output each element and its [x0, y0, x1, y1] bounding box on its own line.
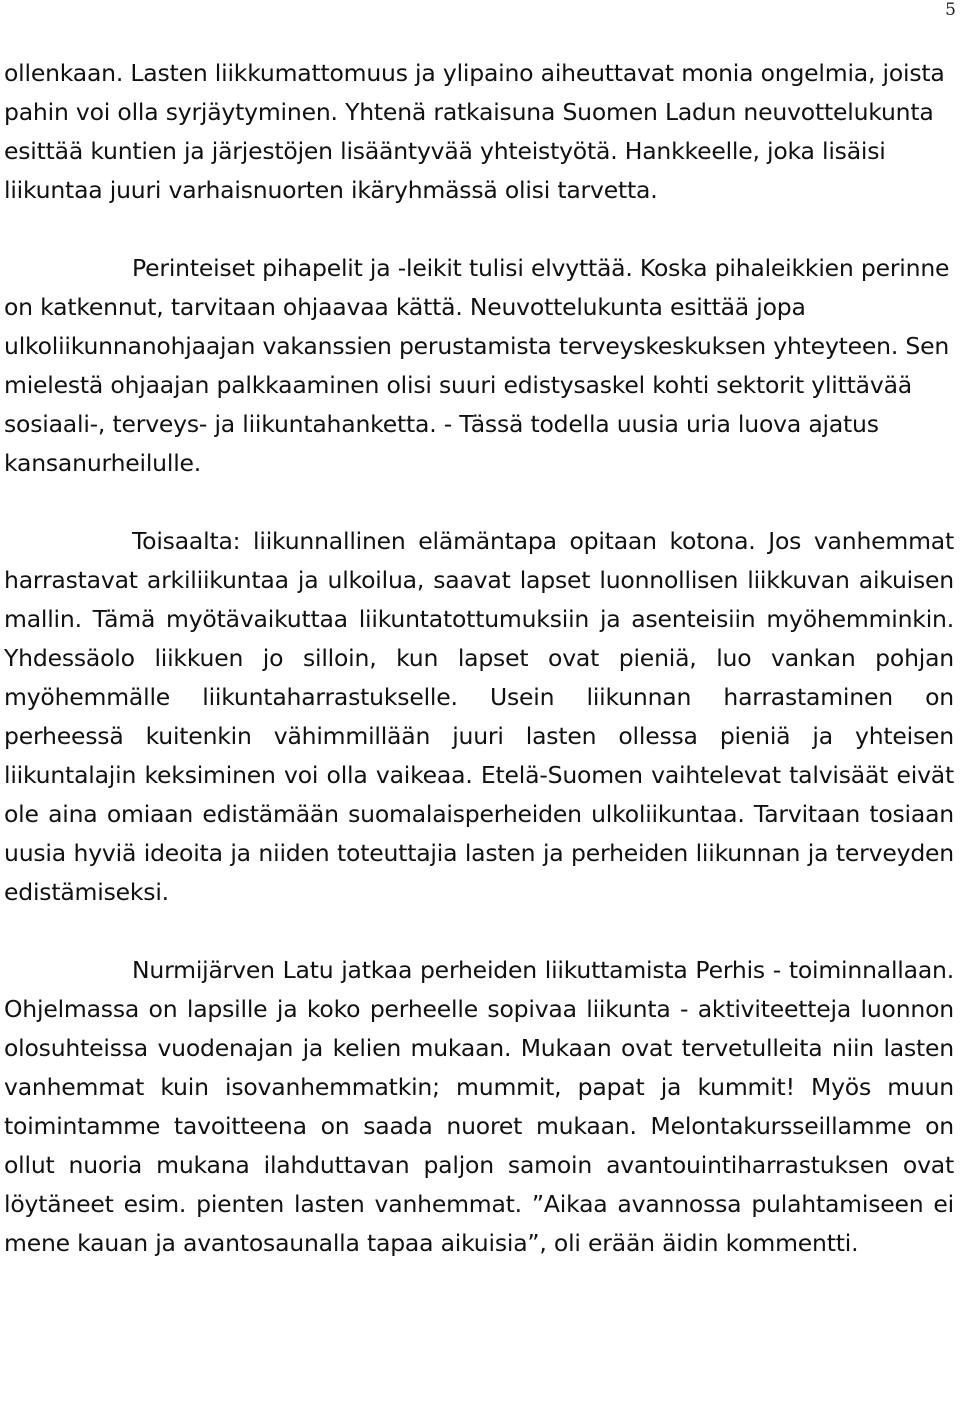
document-body [4, 54, 954, 1263]
paragraph-3: Toisaalta: liikunnallinen elämäntapa opitaan kotona. Jos vanhemmat harrastavat arkiliikuntaa ja ulkoilua, saavat lapset luonnollisen liikkuvan aikuisen mallin. Tämä myötävaikuttaa liikuntatottumuksiin ja asenteisiin myöhemminkin. Yhdessäolo liikkuen jo silloin, kun lapset ovat pieniä, luo vankan pohjan myöhemmälle liikuntaharrastukselle. Usein liikunnan harrastaminen on perheessä kuitenkin vähimmillään juuri lasten ollessa pieniä ja yhteisen liikuntalajin keksiminen voi olla vaikeaa. Etelä-Suomen vaihtelevat talvisäät eivät ole aina omiaan edistämään suomalaisperheiden ulkoliikuntaa. Tarvitaan tosiaan uusia hyviä ideoita ja niiden toteuttajia lasten ja perheiden liikunnan ja terveyden edistämiseksi. [4, 527, 954, 906]
paragraph-2: Perinteiset pihapelit ja -leikit tulisi elvyttää. Koska pihaleikkien perinne on katkennut, tarvitaan ohjaavaa kättä. Neuvottelukunta esittää jopa ulkoliikunnanohjaajan vakanssien perustamista terveyskeskuksen yhteyteen. Sen mielestä ohjaajan palkkaaminen olisi suuri edistysaskel kohti sektorit ylittävää sosiaali-, terveys- ja liikuntahanketta. - Tässä todella uusia uria luova ajatus kansanurheilulle. [4, 254, 950, 477]
paragraph-1: ollenkaan. Lasten liikkumattomuus ja ylipaino aiheuttavat monia ongelmia, joista pahin voi olla syrjäytyminen. Yhtenä ratkaisuna Suomen Ladun neuvottelukunta esittää kuntien ja järjestöjen lisääntyvää yhteistyötä. Hankkeelle, joka lisäisi liikuntaa juuri varhaisnuorten ikäryhmässä olisi tarvetta. [4, 59, 945, 204]
paragraph-4: Nurmijärven Latu jatkaa perheiden liikuttamista Perhis - toiminnallaan. Ohjelmassa on lapsille ja koko perheelle sopivaa liikunta - aktiviteetteja luonnon olosuhteissa vuodenajan ja kelien mukaan. Mukaan ovat tervetulleita niin lasten vanhemmat kuin isovanhemmatkin; mummit, papat ja kummit! Myös muun toimintamme tavoitteena on saada nuoret mukaan. Melontakursseillamme on ollut nuoria mukana ilahduttavan paljon samoin avantouintiharrastuksen ovat löytäneet esim. pienten lasten vanhemmat. ”Aikaa avannossa pulahtamiseen ei mene kauan ja avantosaunalla tapaa aikuisia”, oli erään äidin kommentti. [4, 956, 954, 1257]
page-number: 5 [945, 0, 956, 20]
